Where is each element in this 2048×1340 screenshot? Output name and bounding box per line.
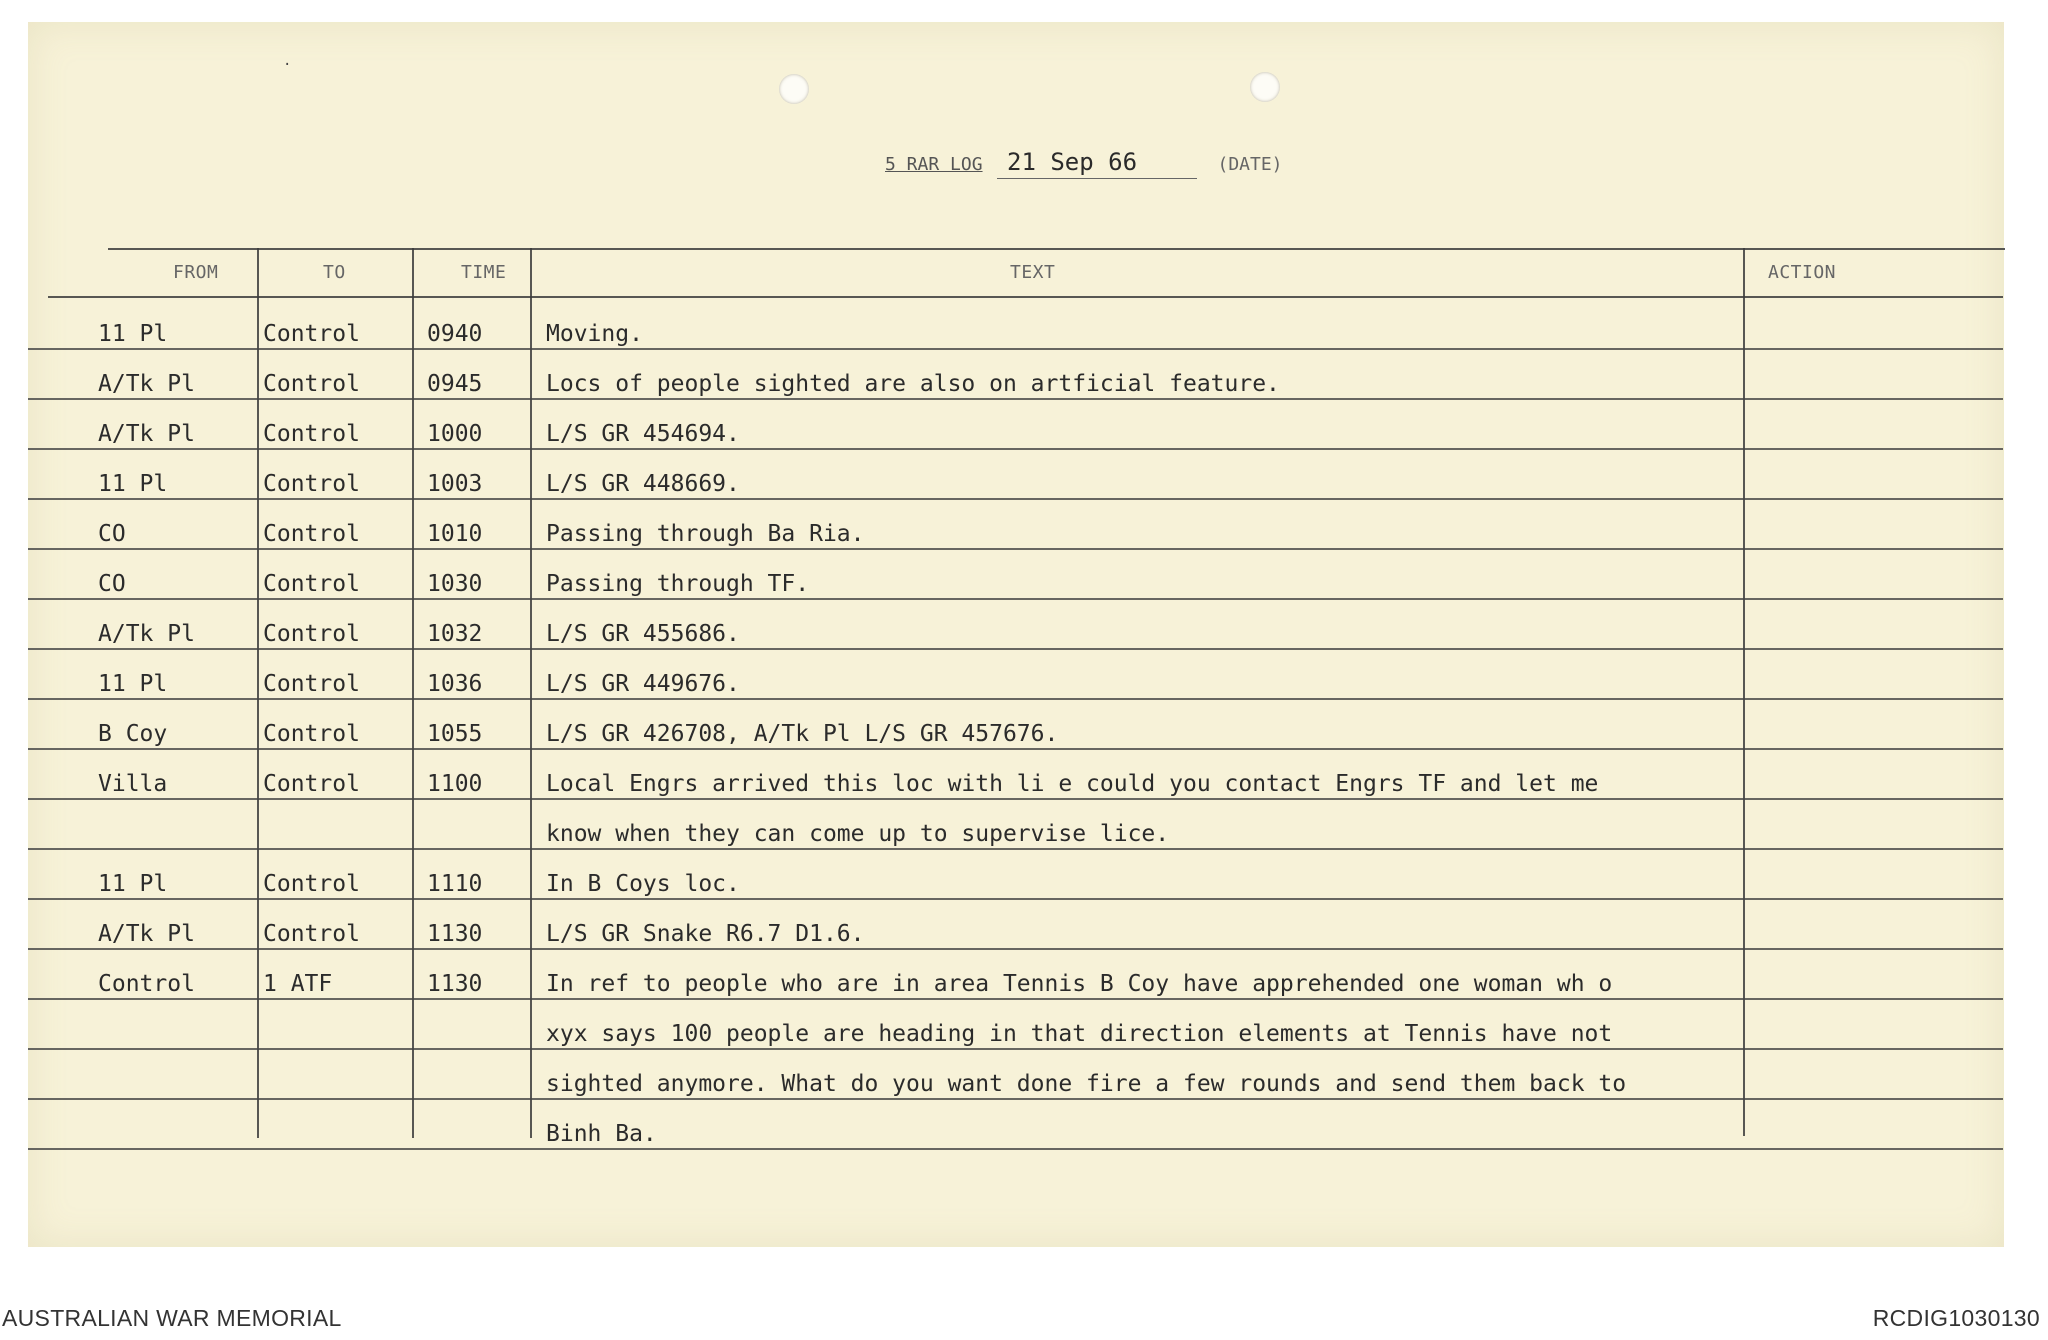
row-rule [28, 398, 2003, 400]
row-rule [28, 1148, 2003, 1150]
cell-from: CO [98, 571, 126, 597]
cell-text: In ref to people who are in area Tennis B Coy have apprehended one woman wh o [546, 971, 1613, 997]
cell-to: Control [263, 721, 360, 747]
row-rule [28, 548, 2003, 550]
row-rule [28, 348, 2003, 350]
row-rule [28, 848, 2003, 850]
row-rule [28, 998, 2003, 1000]
header-time: TIME [461, 262, 507, 283]
cell-time: 1000 [427, 421, 483, 447]
row-rule [28, 1048, 2003, 1050]
cell-from: Control [98, 971, 195, 997]
cell-time: 1003 [427, 471, 483, 497]
cell-text: In B Coys loc. [546, 871, 740, 897]
cell-to: Control [263, 921, 360, 947]
cell-to: Control [263, 471, 360, 497]
cell-to: Control [263, 621, 360, 647]
cell-text: Moving. [546, 321, 643, 347]
cell-text: Locs of people sighted are also on artficial feature. [546, 371, 1280, 397]
log-date: 21 Sep 66 [997, 148, 1197, 179]
footer-source: AUSTRALIAN WAR MEMORIAL [2, 1305, 342, 1331]
cell-to: Control [263, 321, 360, 347]
header-to: TO [323, 262, 346, 283]
column-divider-from-to [257, 248, 259, 1138]
footer-id: RCDIG1030130 [1872, 1305, 2040, 1331]
log-title [885, 148, 1283, 176]
row-rule [28, 448, 2003, 450]
cell-to: Control [263, 371, 360, 397]
row-rule [28, 798, 2003, 800]
cell-time: 1110 [427, 871, 483, 897]
cell-to: Control [263, 671, 360, 697]
cell-from: 11 Pl [98, 671, 168, 697]
log-title-prefix: 5 RAR LOG [885, 154, 983, 175]
cell-to: Control [263, 521, 360, 547]
cell-from: 11 Pl [98, 471, 168, 497]
cell-to: Control [263, 421, 360, 447]
cell-from: B Coy [98, 721, 168, 747]
row-rule [28, 698, 2003, 700]
cell-time: 1032 [427, 621, 483, 647]
cell-time: 1130 [427, 971, 483, 997]
punch-hole [779, 74, 809, 104]
cell-time: 1130 [427, 921, 483, 947]
cell-time: 1030 [427, 571, 483, 597]
cell-text: L/S GR 454694. [546, 421, 740, 447]
cell-time: 1010 [427, 521, 483, 547]
column-divider-text-action [1743, 248, 1745, 1136]
row-rule [28, 648, 2003, 650]
header-from: FROM [173, 262, 219, 283]
row-rule [28, 948, 2003, 950]
row-rule [28, 1098, 2003, 1100]
punch-hole [1250, 72, 1280, 102]
cell-text: Local Engrs arrived this loc with li e could you contact Engrs TF and let me [546, 771, 1599, 797]
log-date-label: (DATE) [1217, 154, 1283, 175]
row-rule [28, 898, 2003, 900]
header-bottom-rule [48, 296, 2003, 298]
header-text: TEXT [1010, 262, 1056, 283]
cell-text: L/S GR 449676. [546, 671, 740, 697]
cell-from: 11 Pl [98, 321, 168, 347]
ink-speck: · [283, 57, 292, 73]
cell-time: 1100 [427, 771, 483, 797]
cell-text: L/S GR 455686. [546, 621, 740, 647]
cell-time: 0940 [427, 321, 483, 347]
cell-text: Passing through Ba Ria. [546, 521, 865, 547]
cell-time: 1036 [427, 671, 483, 697]
cell-from: Villa [98, 771, 168, 797]
cell-to: Control [263, 771, 360, 797]
cell-time: 1055 [427, 721, 483, 747]
row-rule [28, 498, 2003, 500]
row-rule [28, 598, 2003, 600]
cell-from: CO [98, 521, 126, 547]
column-divider-to-time [412, 248, 414, 1138]
row-rule [28, 748, 2003, 750]
cell-from: A/Tk Pl [98, 421, 195, 447]
column-divider-time-text [530, 248, 532, 1138]
cell-text: xyx says 100 people are heading in that direction elements at Tennis have not [546, 1021, 1613, 1047]
cell-to: Control [263, 871, 360, 897]
cell-text: Passing through TF. [546, 571, 810, 597]
cell-text: sighted anymore. What do you want done fire a few rounds and send them back to [546, 1071, 1627, 1097]
cell-text: L/S GR Snake R6.7 D1.6. [546, 921, 865, 947]
cell-to: 1 ATF [263, 971, 333, 997]
table-top-rule [108, 248, 2005, 250]
cell-text: L/S GR 448669. [546, 471, 740, 497]
cell-from: A/Tk Pl [98, 371, 195, 397]
cell-to: Control [263, 571, 360, 597]
cell-text: know when they can come up to supervise lice. [546, 821, 1170, 847]
cell-time: 0945 [427, 371, 483, 397]
cell-from: A/Tk Pl [98, 921, 195, 947]
cell-from: 11 Pl [98, 871, 168, 897]
cell-from: A/Tk Pl [98, 621, 195, 647]
cell-text: Binh Ba. [546, 1121, 657, 1147]
cell-text: L/S GR 426708, A/Tk Pl L/S GR 457676. [546, 721, 1059, 747]
header-action: ACTION [1768, 262, 1837, 283]
